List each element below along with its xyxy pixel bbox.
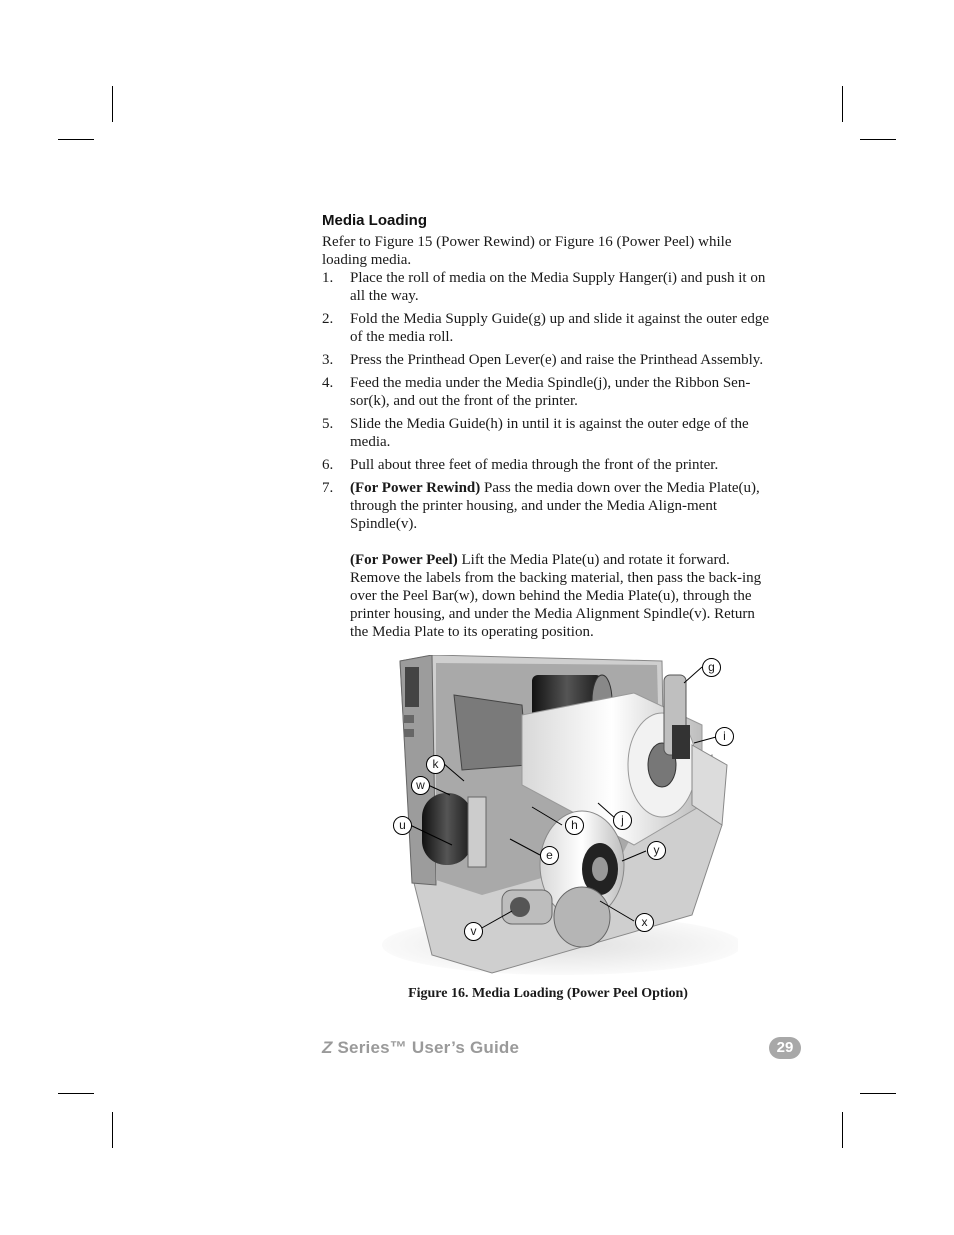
- step-text: Pull about three feet of media through the front of the printer.: [350, 457, 719, 473]
- steps-list: [322, 269, 774, 641]
- figure-caption: Figure 16. Media Loading (Power Peel Option): [408, 986, 688, 1001]
- power-peel-label: (For Power Peel): [350, 552, 458, 568]
- crop-mark-top-right-v: [842, 86, 843, 122]
- intro-paragraph: Refer to Figure 15 (Power Rewind) or Figure 16 (Power Peel) while loading media.: [322, 234, 732, 268]
- step-text: Place the roll of media on the Media Supply Hanger(i) and push it on all the way.: [350, 270, 766, 304]
- step-text: Fold the Media Supply Guide(g) up and slide it against the outer edge of the media roll.: [350, 311, 770, 345]
- callout-w: w: [411, 776, 430, 795]
- section-heading: Media Loading: [322, 212, 427, 229]
- power-rewind-label: (For Power Rewind): [350, 480, 481, 496]
- crop-mark-top-right-h: [860, 139, 896, 140]
- callout-i: i: [715, 727, 734, 746]
- step-text: Press the Printhead Open Lever(e) and raise the Printhead Assembly.: [350, 352, 764, 368]
- list-item: [322, 456, 774, 474]
- step-text: Slide the Media Guide(h) in until it is against the outer edge of the media.: [350, 416, 749, 450]
- step-number: 3.: [322, 352, 334, 368]
- step-number: 5.: [322, 416, 334, 432]
- callout-e: e: [540, 846, 559, 865]
- list-item: [322, 351, 774, 369]
- footer-series-letter: Z: [322, 1038, 333, 1057]
- callout-k: k: [426, 755, 445, 774]
- power-peel-text: Lift the Media Plate(u) and rotate it forward. Remove the labels from the backing material, then pass the back-ing over the Peel Bar(w), down behind the Media Plate(u), through the printer housing, and under the Media Alignment Spindle(v). Return the Media Plate to its operating position.: [350, 552, 762, 640]
- callout-u: u: [393, 816, 412, 835]
- list-item: [322, 415, 774, 451]
- page-number-badge: 29: [769, 1037, 801, 1059]
- callout-x: x: [635, 913, 654, 932]
- crop-mark-top-left-v: [112, 86, 113, 122]
- step-number: 7.: [322, 480, 334, 496]
- callout-j: j: [613, 811, 632, 830]
- step-text: Feed the media under the Media Spindle(j), under the Ribbon Sen-sor(k), and out the front of the printer.: [350, 375, 751, 409]
- list-item: [322, 479, 774, 641]
- footer-title: [322, 1038, 519, 1058]
- crop-mark-bottom-left-v: [112, 1112, 113, 1148]
- callout-g: g: [702, 658, 721, 677]
- crop-mark-top-left-h: [58, 139, 94, 140]
- step-number: 1.: [322, 270, 334, 286]
- printer-figure: [372, 655, 738, 977]
- step-number: 2.: [322, 311, 334, 327]
- callout-h: h: [565, 816, 584, 835]
- crop-mark-bottom-right-v: [842, 1112, 843, 1148]
- main-content: [322, 212, 774, 646]
- step-number: 6.: [322, 457, 334, 473]
- power-rewind-text: Pass the media down over the Media Plate(u), through the printer housing, and under the Media Align-ment Spindle(v).: [350, 480, 760, 532]
- list-item: [322, 269, 774, 305]
- list-item: [322, 310, 774, 346]
- callout-v: v: [464, 922, 483, 941]
- callout-y: y: [647, 841, 666, 860]
- crop-mark-bottom-right-h: [860, 1093, 896, 1094]
- printer-illustration: [372, 655, 738, 977]
- list-item: [322, 374, 774, 410]
- footer-title-text: Series™ User’s Guide: [332, 1038, 520, 1057]
- step-number: 4.: [322, 375, 334, 391]
- crop-mark-bottom-left-h: [58, 1093, 94, 1094]
